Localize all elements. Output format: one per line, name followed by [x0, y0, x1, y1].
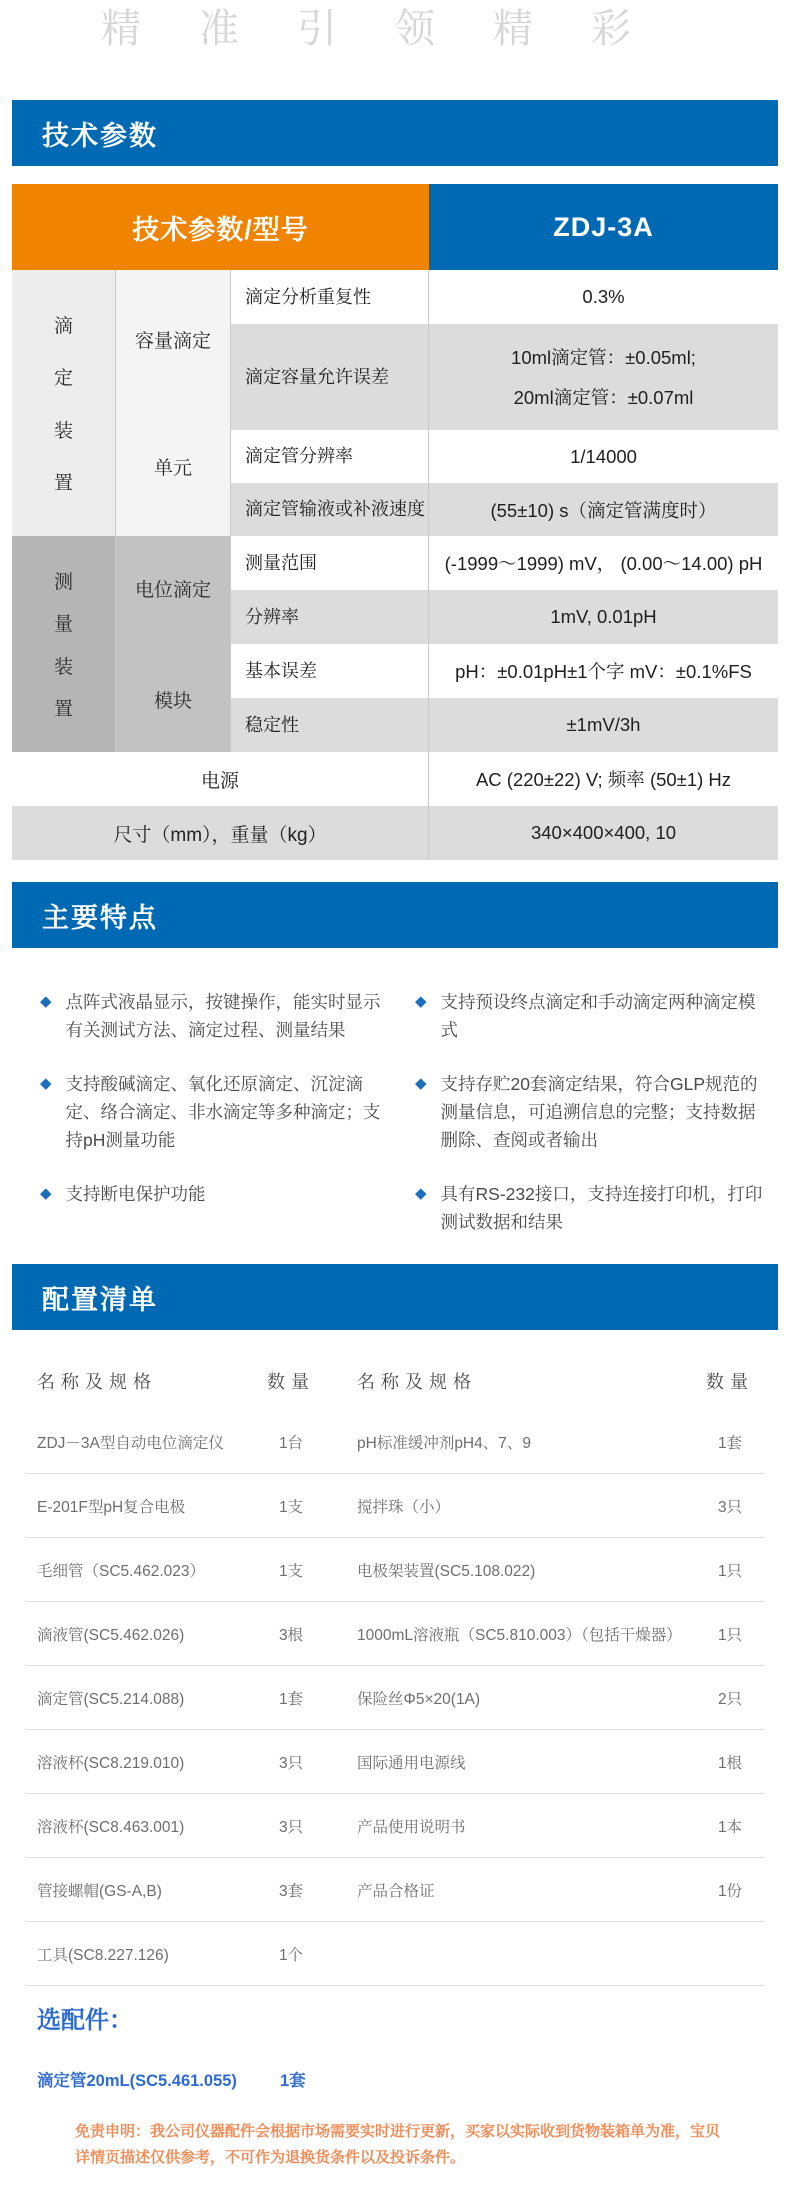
item-name: 工具(SC8.227.126) — [37, 1946, 169, 1964]
item-qty: 1根 — [717, 1754, 743, 1772]
diamond-bullet-icon: ◆ — [415, 993, 427, 1010]
item-qty: 3只 — [278, 1754, 304, 1772]
group-line: 单元 — [153, 458, 192, 479]
packing-header-name1: 名称及规格 — [37, 1372, 157, 1392]
spec-row-value — [429, 324, 778, 430]
item-name: 溶液杯(SC8.463.001) — [37, 1818, 185, 1836]
packing-row — [25, 1602, 765, 1666]
feature-text: 具有RS-232接口，支持连接打印机，打印测试数据和结果 — [440, 1184, 763, 1232]
packing-row — [25, 1922, 765, 1986]
group-char: 装 — [53, 420, 73, 442]
item-qty: 1套 — [717, 1434, 743, 1452]
section-bar-features — [12, 882, 778, 948]
item-qty: 3只 — [717, 1498, 743, 1516]
spec-row-value: (-1999～1999) mV， (0.00～14.00) pH — [429, 536, 778, 590]
packing-list-table — [25, 1368, 765, 1986]
feature-text: 支持酸碱滴定、氧化还原滴定、沉淀滴定、络合滴定、非水滴定等多种滴定；支持pH测量功能 — [65, 1074, 381, 1150]
packing-header-name2: 名称及规格 — [357, 1372, 477, 1392]
item-qty: 2只 — [717, 1690, 743, 1708]
item-name: 滴定管(SC5.214.088) — [37, 1690, 185, 1708]
item-name: ZDJ－3A型自动电位滴定仪 — [37, 1434, 224, 1452]
feature-item — [415, 1180, 766, 1236]
feature-item — [40, 988, 391, 1044]
item-qty: 1本 — [717, 1818, 743, 1836]
item-qty: 1份 — [717, 1882, 743, 1900]
diamond-bullet-icon: ◆ — [40, 1185, 52, 1202]
feature-text: 支持断电保护功能 — [65, 1184, 206, 1204]
item-qty: 3套 — [278, 1882, 304, 1900]
section-title-specs: 技术参数 — [42, 120, 158, 151]
optional-item-qty: 1套 — [280, 2072, 306, 2090]
item-name: pH标准缓冲剂pH4、7、9 — [357, 1434, 531, 1452]
group-char: 装 — [53, 656, 73, 678]
spec-row-value: 1mV, 0.01pH — [429, 590, 778, 644]
spec-row-name: 滴定容量允许误差 — [231, 324, 429, 430]
spec-value-line: 20ml滴定管：±0.07ml — [513, 387, 694, 408]
item-name: 国际通用电源线 — [357, 1754, 466, 1772]
item-name: 保险丝Φ5×20(1A) — [357, 1690, 481, 1708]
feature-item — [40, 1070, 391, 1154]
group-cell-volume-unit — [116, 270, 231, 536]
spec-table-body — [12, 270, 778, 860]
item-qty: 1支 — [278, 1498, 304, 1516]
packing-row — [25, 1410, 765, 1474]
optional-accessories-title: 选配件： — [37, 2007, 133, 2034]
spec-row-name: 基本误差 — [231, 644, 429, 698]
feature-item — [415, 988, 766, 1044]
group-line: 电位滴定 — [134, 580, 211, 601]
spec-row-name-power: 电源 — [12, 752, 429, 806]
feature-text: 点阵式液晶显示，按键操作，能实时显示有关测试方法、滴定过程、测量结果 — [65, 992, 381, 1040]
optional-accessory-row — [37, 2067, 790, 2091]
spec-header-param-cell: 技术参数/型号 — [12, 184, 429, 270]
group-char: 量 — [53, 614, 73, 636]
spec-row-value: pH：±0.01pH±1个字 mV：±0.1%FS — [429, 644, 778, 698]
section-title-packing: 配置清单 — [42, 1284, 158, 1315]
spec-table — [12, 184, 778, 860]
spec-header-model-cell: ZDJ-3A — [429, 184, 778, 270]
spec-row-value: ±1mV/3h — [429, 698, 778, 752]
item-qty: 1个 — [278, 1946, 304, 1964]
item-qty: 3根 — [278, 1626, 304, 1644]
diamond-bullet-icon: ◆ — [415, 1075, 427, 1092]
packing-row — [25, 1730, 765, 1794]
group-line: 容量滴定 — [134, 331, 211, 352]
spec-row-value: 340×400×400, 10 — [429, 806, 778, 860]
group-cell-potentiometric-module — [116, 536, 231, 752]
disclaimer-text: 免责申明：我公司仪器配件会根据市场需要实时进行更新，买家以实际收到货物装箱单为准，宝贝详情页描述仅供参考，不可作为退换货条件以及投诉条件。 — [75, 2123, 721, 2166]
spec-row-value: (55±10) s（滴定管满度时） — [429, 483, 778, 536]
item-qty: 1套 — [278, 1690, 304, 1708]
item-qty: 3只 — [278, 1818, 304, 1836]
item-name: 电极架装置(SC5.108.022) — [357, 1562, 536, 1580]
packing-row — [25, 1538, 765, 1602]
feature-item — [415, 1070, 766, 1154]
group-char: 滴 — [53, 316, 73, 338]
item-name: 1000mL溶液瓶（SC5.810.003）（包括干燥器） — [357, 1626, 682, 1644]
item-name: 产品合格证 — [357, 1882, 435, 1900]
diamond-bullet-icon: ◆ — [415, 1185, 427, 1202]
section-title-features: 主要特点 — [42, 902, 158, 933]
optional-item-name: 滴定管20mL(SC5.461.055) — [37, 2072, 237, 2090]
packing-row — [25, 1474, 765, 1538]
group-cell-titration-device — [12, 270, 116, 536]
packing-header-row — [25, 1368, 765, 1394]
item-name: E-201F型pH复合电极 — [37, 1498, 186, 1516]
spec-row-name: 滴定管分辨率 — [231, 430, 429, 483]
spec-row-value: AC (220±22) V; 频率 (50±1) Hz — [429, 752, 778, 806]
spec-row-name: 滴定管输液或补液速度 — [231, 483, 429, 536]
group-cell-measure-device — [12, 536, 116, 752]
spec-row-name: 测量范围 — [231, 536, 429, 590]
section-bar-specs — [12, 100, 778, 166]
item-name: 管接螺帽(GS-A,B) — [37, 1882, 162, 1900]
item-name: 产品使用说明书 — [357, 1818, 466, 1836]
spec-row-name: 滴定分析重复性 — [231, 270, 429, 324]
packing-rows — [25, 1410, 765, 1986]
spec-row-name: 稳定性 — [231, 698, 429, 752]
diamond-bullet-icon: ◆ — [40, 1075, 52, 1092]
packing-row — [25, 1666, 765, 1730]
feature-text: 支持预设终点滴定和手动滴定两种滴定模式 — [440, 992, 756, 1040]
diamond-bullet-icon: ◆ — [40, 993, 52, 1010]
item-name: 溶液杯(SC8.219.010) — [37, 1754, 185, 1772]
item-name: 滴液管(SC5.462.026) — [37, 1626, 185, 1644]
packing-row — [25, 1794, 765, 1858]
group-line: 模块 — [153, 691, 192, 712]
packing-row — [25, 1858, 765, 1922]
group-char: 置 — [53, 472, 73, 494]
item-qty: 1只 — [717, 1626, 743, 1644]
section-bar-packing — [12, 1264, 778, 1330]
item-name: 毛细管（SC5.462.023） — [37, 1562, 205, 1580]
spec-row-value: 1/14000 — [429, 430, 778, 483]
item-qty: 1只 — [717, 1562, 743, 1580]
group-char: 定 — [53, 368, 73, 390]
spec-row-name-dimensions: 尺寸（mm），重量（kg） — [12, 806, 429, 860]
spec-table-header — [12, 184, 778, 270]
feature-item — [40, 1180, 391, 1236]
spec-row-value: 0.3% — [429, 270, 778, 324]
group-char: 置 — [53, 698, 73, 720]
feature-text: 支持存贮20套滴定结果，符合GLP规范的测量信息，可追溯信息的完整；支持数据删除、查阅或者输出 — [440, 1074, 758, 1150]
item-name: 搅拌珠（小） — [357, 1498, 451, 1516]
features-list — [40, 988, 766, 1236]
packing-header-qty2: 数量 — [706, 1372, 754, 1392]
watermark-slogan: 精准引领精彩 — [101, 7, 689, 51]
item-qty: 1支 — [278, 1562, 304, 1580]
group-char: 测 — [53, 572, 73, 594]
spec-value-line: 10ml滴定管：±0.05ml; — [511, 347, 696, 368]
item-qty: 1台 — [278, 1434, 304, 1452]
packing-header-qty1: 数量 — [267, 1372, 315, 1392]
spec-row-name: 分辨率 — [231, 590, 429, 644]
